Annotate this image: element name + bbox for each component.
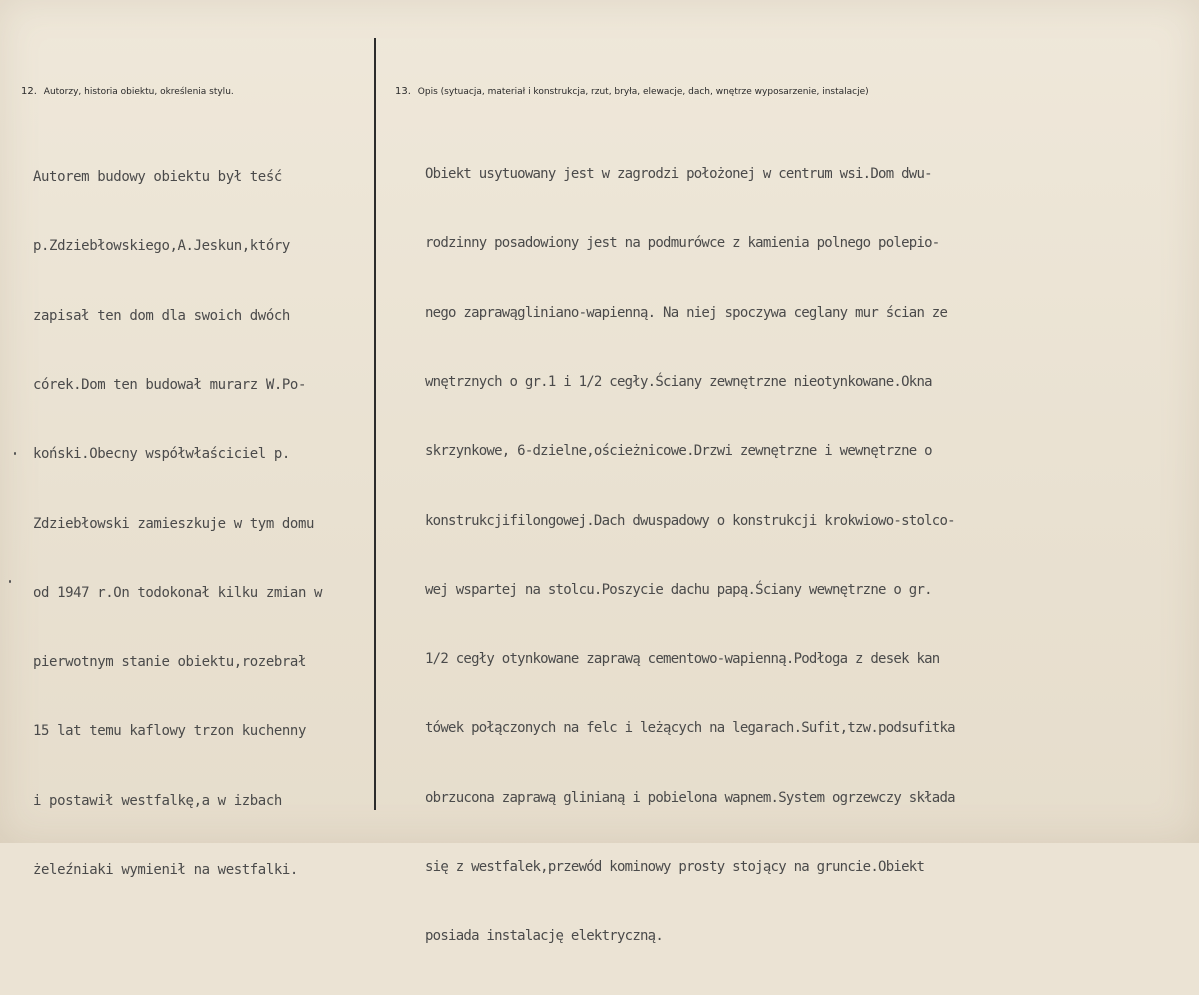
text-line: Zdziebłowski zamieszkuje w tym domu <box>33 515 315 532</box>
text-line: konstrukcjifilongowej.Dach dwuspadowy o konstrukcji krokwiowo-stolco- <box>425 512 955 529</box>
text-line: się z westfalek,przewód kominowy prosty stojący na gruncie.Obiekt <box>425 859 925 875</box>
section-13-number: 13. <box>395 86 411 97</box>
section-13-header <box>395 86 869 97</box>
text-line: od 1947 r.On todokonał kilku zmian w <box>33 584 323 601</box>
text-line: pierwotnym stanie obiektu,rozebrał <box>33 654 306 671</box>
section-12-title: Autorzy, historia obiektu, określenia stylu. <box>43 87 234 97</box>
text-line: żeleźniaki wymienił na westfalki. <box>33 862 298 878</box>
text-line: córek.Dom ten budował murarz W.Po- <box>33 377 306 394</box>
column-divider <box>374 38 376 810</box>
text-line: koński.Obecny współwłaściciel p. <box>33 446 290 463</box>
text-line: Obiekt usytuowany jest w zagrodzi położonej w centrum wsi.Dom dwu- <box>425 166 932 183</box>
paper-speck <box>9 580 11 583</box>
text-line: wnętrznych o gr.1 i 1/2 cegły.Ściany zewnętrzne nieotynkowane.Okna <box>425 374 932 391</box>
section-13-title: Opis (sytuacja, materiał i konstrukcja, rzut, bryła, elewacje, dach, wnętrze wyposarzenie, instalacje) <box>417 87 869 97</box>
text-line: posiada instalację elektryczną. <box>425 928 664 945</box>
text-line: p.Zdziebłowskiego,A.Jeskun,który <box>33 238 290 255</box>
section-13-typed-text <box>425 117 1115 995</box>
text-line: rodzinny posadowiony jest na podmurówce z kamienia polnego polepio- <box>425 235 940 252</box>
text-line: obrzucona zaprawą glinianą i pobielona wapnem.System ogrzewczy składa <box>425 789 955 806</box>
paper-speck <box>14 452 16 455</box>
text-line: tówek połączonych na felc i leżących na legarach.Sufit,tzw.podsufitka <box>425 720 955 737</box>
section-12-typed-text <box>33 120 368 928</box>
text-line: i postawił westfalkę,a w izbach <box>33 792 282 809</box>
text-line: Autorem budowy obiektu był teść <box>33 169 282 186</box>
text-line: 15 lat temu kaflowy trzon kuchenny <box>33 723 306 740</box>
section-12-header <box>21 86 234 97</box>
text-line: wej wspartej na stolcu.Poszycie dachu papą.Ściany wewnętrzne o gr. <box>425 581 932 598</box>
text-line: skrzynkowe, 6-dzielne,ościeżnicowe.Drzwi zewnętrzne i wewnętrzne o <box>425 443 932 460</box>
text-line: nego zaprawągliniano-wapienną. Na niej spoczywa ceglany mur ścian ze <box>425 304 948 321</box>
section-12-number: 12. <box>21 86 37 97</box>
text-line: 1/2 cegły otynkowane zaprawą cementowo-wapienną.Podłoga z desek kan <box>425 651 940 668</box>
text-line: zapisał ten dom dla swoich dwóch <box>33 307 290 324</box>
